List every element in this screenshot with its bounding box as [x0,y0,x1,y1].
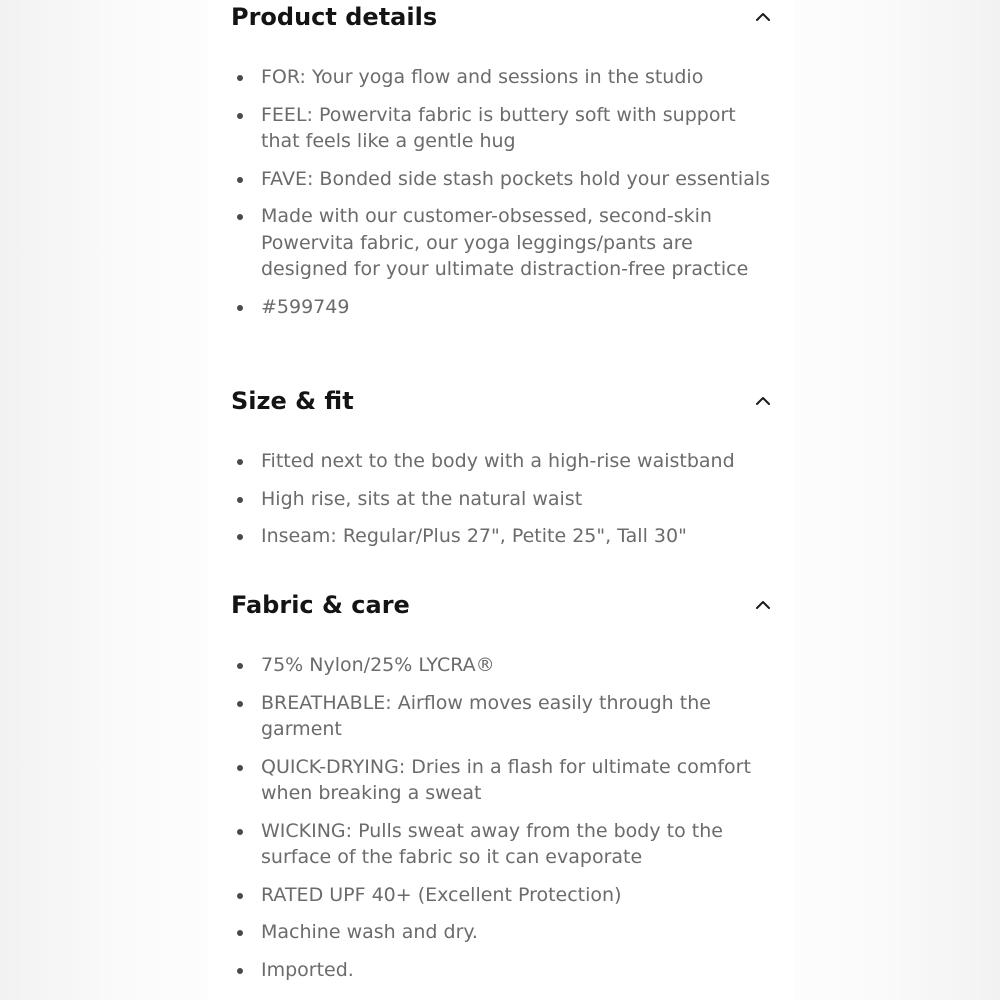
list-item: BREATHABLE: Airflow moves easily through the garment [208,690,794,743]
list-item: Made with our customer-obsessed, second-skin Powervita fabric, our yoga leggings/pants are designed for your ultimate distraction-free practice [208,203,794,283]
chevron-up-icon[interactable] [751,594,775,614]
list-item: Machine wash and dry. [208,919,794,946]
product-info-panel [208,0,794,1000]
size-fit-list [208,448,794,561]
chevron-up-icon[interactable] [751,6,775,26]
list-item: Fitted next to the body with a high-rise waistband [208,448,794,475]
list-item: RATED UPF 40+ (Excellent Protection) [208,882,794,909]
list-item: 75% Nylon/25% LYCRA® [208,652,794,679]
list-item: Imported. [208,957,794,984]
product-details-list [208,64,794,331]
list-item: #599749 [208,294,794,321]
product-details-title: Product details [231,3,438,31]
list-item: WICKING: Pulls sweat away from the body to the surface of the fabric so it can evaporate [208,818,794,871]
list-item: FOR: Your yoga flow and sessions in the studio [208,64,794,91]
size-fit-header[interactable] [208,384,794,418]
list-item: FEEL: Powervita fabric is buttery soft with support that feels like a gentle hug [208,102,794,155]
list-item: Inseam: Regular/Plus 27", Petite 25", Tall 30" [208,523,794,550]
fabric-care-list [208,652,794,994]
list-item: High rise, sits at the natural waist [208,486,794,513]
fabric-care-title: Fabric & care [231,591,410,619]
fabric-care-header[interactable] [208,588,794,622]
list-item: FAVE: Bonded side stash pockets hold your essentials [208,166,794,193]
chevron-up-icon[interactable] [751,390,775,410]
size-fit-title: Size & fit [231,387,354,415]
list-item: QUICK-DRYING: Dries in a flash for ultimate comfort when breaking a sweat [208,754,794,807]
product-details-header[interactable] [208,0,794,34]
